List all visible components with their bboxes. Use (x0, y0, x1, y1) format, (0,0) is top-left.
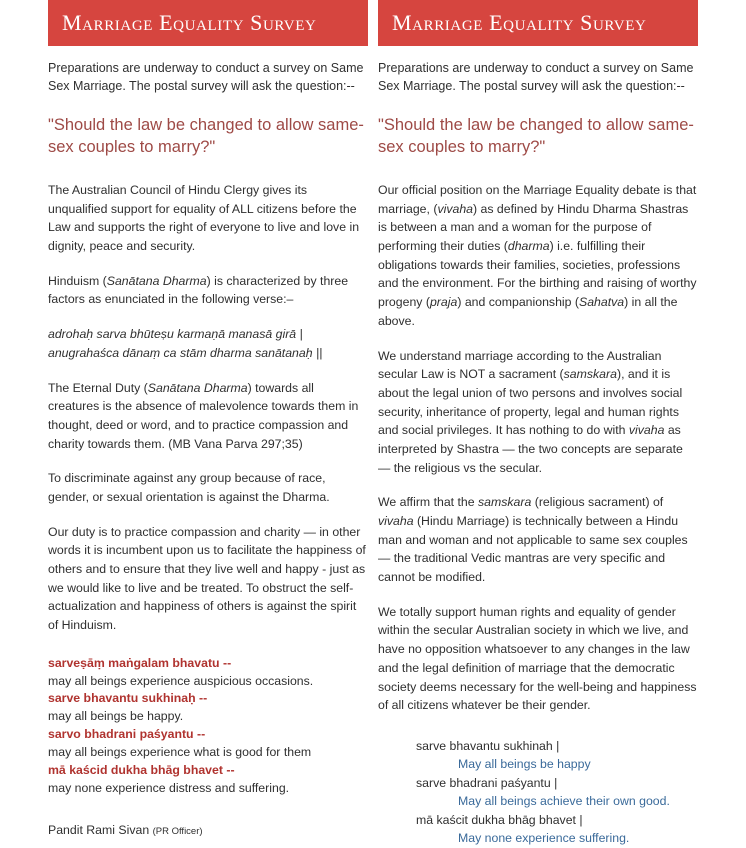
sanskrit-term: samskara (563, 367, 617, 382)
left-mantra-block (48, 655, 368, 798)
signature-role: (PR Officer) (152, 826, 203, 838)
right-paragraph-official-position: Our official position on the Marriage Equality debate is that marriage, (vivaha) as defined by Hindu Dharma Shastras is between a man and a woman for the purpose of performing their duties (dharma) i.e. fulfilling their obligations towards their families, societies, professions and the environment. For the birthing and raising of worthy progeny (praja) and companionship (Sahatva) in all the above. (378, 183, 697, 328)
right-paragraph-human-rights: We totally support human rights and equality of gender within the secular Australian society in which we live, and have no opposition whatsoever to any changes in the law and the legal definition of marriage that the democratic society deems necessary for the well-being and happiness of all citizens whatever be their gender. (378, 604, 697, 713)
right-paragraph-secular-law: We understand marriage according to the Australian secular Law is NOT a sacrament (samskara), and it is about the legal union of two persons and involves social security, inheritance of property, legal and human rights and social privileges. It has nothing to do with vivaha as interpreted by Shastra — the two concepts are separate — the religious vs the secular. (378, 348, 683, 475)
left-intro-text: Preparations are underway to conduct a survey on Same Sex Marriage. The postal survey will ask the question:-- (48, 61, 364, 93)
sanskrit-term: vivaha (378, 514, 414, 529)
left-paragraph-eternal-duty: The Eternal Duty (Sanātana Dharma) towards all creatures is the absence of malevolence towards them in thought, deed or word, and to practice compassion and charity towards them. (MB Vana Parva 297;35) (48, 380, 359, 451)
mantra-translation: may all beings experience what is good for them (48, 744, 312, 759)
left-banner (48, 0, 368, 46)
left-paragraph-hinduism: Hinduism (Sanātana Dharma) is characterized by three factors as enunciated in the following verse:– (48, 273, 349, 307)
mantra-sanskrit: mā kaścid dukha bhāg bhavet -- (48, 762, 235, 777)
right-paragraph-samskara: We affirm that the samskara (religious sacrament) of vivaha (Hindu Marriage) is technically between a Hindu man and woman and not applicable to same sex couples — the traditional Vedic mantras are very specific and cannot be modified. (378, 495, 688, 585)
sanskrit-term: dharma (507, 239, 550, 254)
left-column (0, 0, 373, 841)
verse-line-2: anugrahaśca dānaṃ ca stām dharma sanātanaḥ || (48, 345, 323, 360)
left-paragraph-support: The Australian Council of Hindu Clergy gives its unqualified support for equality of ALL citizens before the Law and supports the right of everyone to live and love in dignity, peace and security. (48, 183, 360, 254)
sanskrit-term: Sahatva (579, 295, 625, 310)
sanskrit-term: vivaha (628, 423, 665, 438)
right-banner (378, 0, 698, 46)
sanskrit-term: vivaha (437, 201, 473, 216)
sanskrit-term: samskara (478, 495, 532, 510)
signature-line (48, 823, 368, 837)
right-survey-question: "Should the law be changed to allow same-sex couples to marry?" (378, 115, 694, 157)
verse-line-1: adrohaḥ sarva bhūteṣu karmaṇā manasā girā | (48, 327, 303, 342)
left-paragraph-discrimination: To discriminate against any group because of race, gender, or sexual orientation is against the Dharma. (48, 471, 330, 504)
right-column (373, 0, 746, 846)
blessing-translation: May all beings be happy (458, 757, 591, 772)
sanskrit-term: Sanātana Dharma (147, 380, 248, 395)
blessing-sanskrit: sarve bhavantu sukhinah | (416, 738, 560, 753)
signature-name: Pandit Rami Sivan (48, 823, 150, 838)
mantra-sanskrit: sarvo bhadrani paśyantu -- (48, 727, 206, 742)
left-sanskrit-verse (48, 325, 368, 362)
blessing-sanskrit: sarve bhadrani paśyantu | (416, 775, 558, 790)
mantra-translation: may all beings be happy. (48, 709, 184, 724)
blessing-sanskrit: mā kaścit dukha bhāg bhavet | (416, 812, 583, 827)
right-intro-text: Preparations are underway to conduct a survey on Same Sex Marriage. The postal survey will ask the question:-- (378, 61, 694, 93)
mantra-sanskrit: sarve bhavantu sukhinaḥ -- (48, 691, 208, 706)
mantra-translation: may all beings experience auspicious occasions. (48, 673, 314, 688)
left-banner-title: Marriage Equality Survey (62, 10, 317, 35)
blessing-translation: May none experience suffering. (458, 831, 630, 846)
left-survey-question: "Should the law be changed to allow same-sex couples to marry?" (48, 115, 364, 157)
mantra-translation: may none experience distress and suffering. (48, 780, 290, 795)
left-paragraph-duty: Our duty is to practice compassion and charity — in other words it is incumbent upon us to facilitate the happiness of others and to ensure that they live well and happy - just as we would like to live and be treated. To obstruct the self-actualization and happiness of others is against the spirit of Hinduism. (48, 524, 366, 633)
right-blessing-block (378, 737, 698, 848)
right-banner-title: Marriage Equality Survey (392, 10, 647, 35)
mantra-sanskrit: sarveṣāṃ maṅgalam bhavatu -- (48, 655, 232, 670)
blessing-translation: May all beings achieve their own good. (458, 794, 670, 809)
sanskrit-term: Sanātana Dharma (106, 273, 207, 288)
sanskrit-term: praja (429, 295, 458, 310)
